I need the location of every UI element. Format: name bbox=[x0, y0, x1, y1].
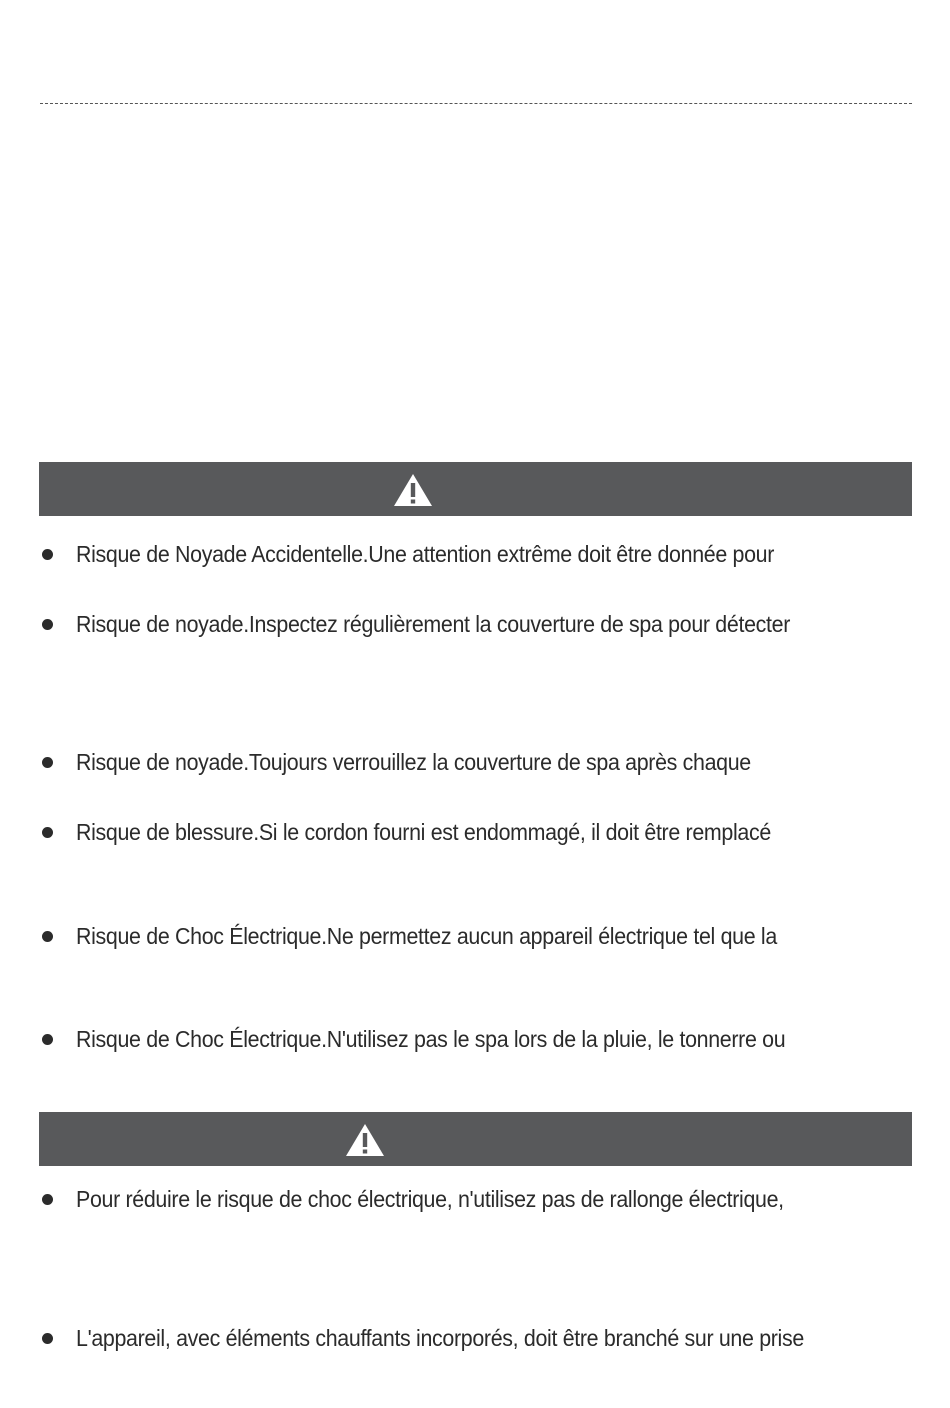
bullet-icon bbox=[42, 757, 53, 768]
list-item-text: L'appareil, avec éléments chauffants incorporés, doit être branché sur une prise bbox=[76, 1325, 804, 1351]
bullet-icon bbox=[42, 619, 53, 630]
list-item-text: Risque de blessure.Si le cordon fourni est endommagé, il doit être remplacé bbox=[76, 819, 771, 845]
list-item bbox=[40, 747, 920, 777]
bullet-icon bbox=[42, 1194, 53, 1205]
warning-banner-2 bbox=[39, 1112, 912, 1166]
bullet-icon bbox=[42, 1034, 53, 1045]
list-item bbox=[40, 609, 920, 639]
list-item bbox=[40, 1184, 920, 1214]
list-item-text: Risque de noyade.Toujours verrouillez la couverture de spa après chaque bbox=[76, 749, 751, 775]
list-item bbox=[40, 921, 920, 951]
list-item bbox=[40, 539, 920, 569]
list-item-text: Risque de Noyade Accidentelle.Une attention extrême doit être donnée pour bbox=[76, 541, 775, 567]
list-item bbox=[40, 817, 920, 847]
list-item-text: Risque de noyade.Inspectez régulièrement la couverture de spa pour détecter bbox=[76, 611, 790, 637]
dotted-divider bbox=[40, 103, 912, 104]
warning-triangle-icon bbox=[393, 473, 433, 507]
list-item-text: Risque de Choc Électrique.Ne permettez aucun appareil électrique tel que la bbox=[76, 923, 777, 949]
list-item-text: Pour réduire le risque de choc électrique, n'utilisez pas de rallonge électrique, bbox=[76, 1186, 784, 1212]
warning-triangle-icon bbox=[345, 1123, 385, 1157]
bullet-icon bbox=[42, 549, 53, 560]
bullet-icon bbox=[42, 827, 53, 838]
list-item bbox=[40, 1024, 920, 1054]
warning-banner-1 bbox=[39, 462, 912, 516]
bullet-icon bbox=[42, 931, 53, 942]
list-item bbox=[40, 1323, 920, 1353]
bullet-icon bbox=[42, 1333, 53, 1344]
list-item-text: Risque de Choc Électrique.N'utilisez pas le spa lors de la pluie, le tonnerre ou bbox=[76, 1026, 786, 1052]
